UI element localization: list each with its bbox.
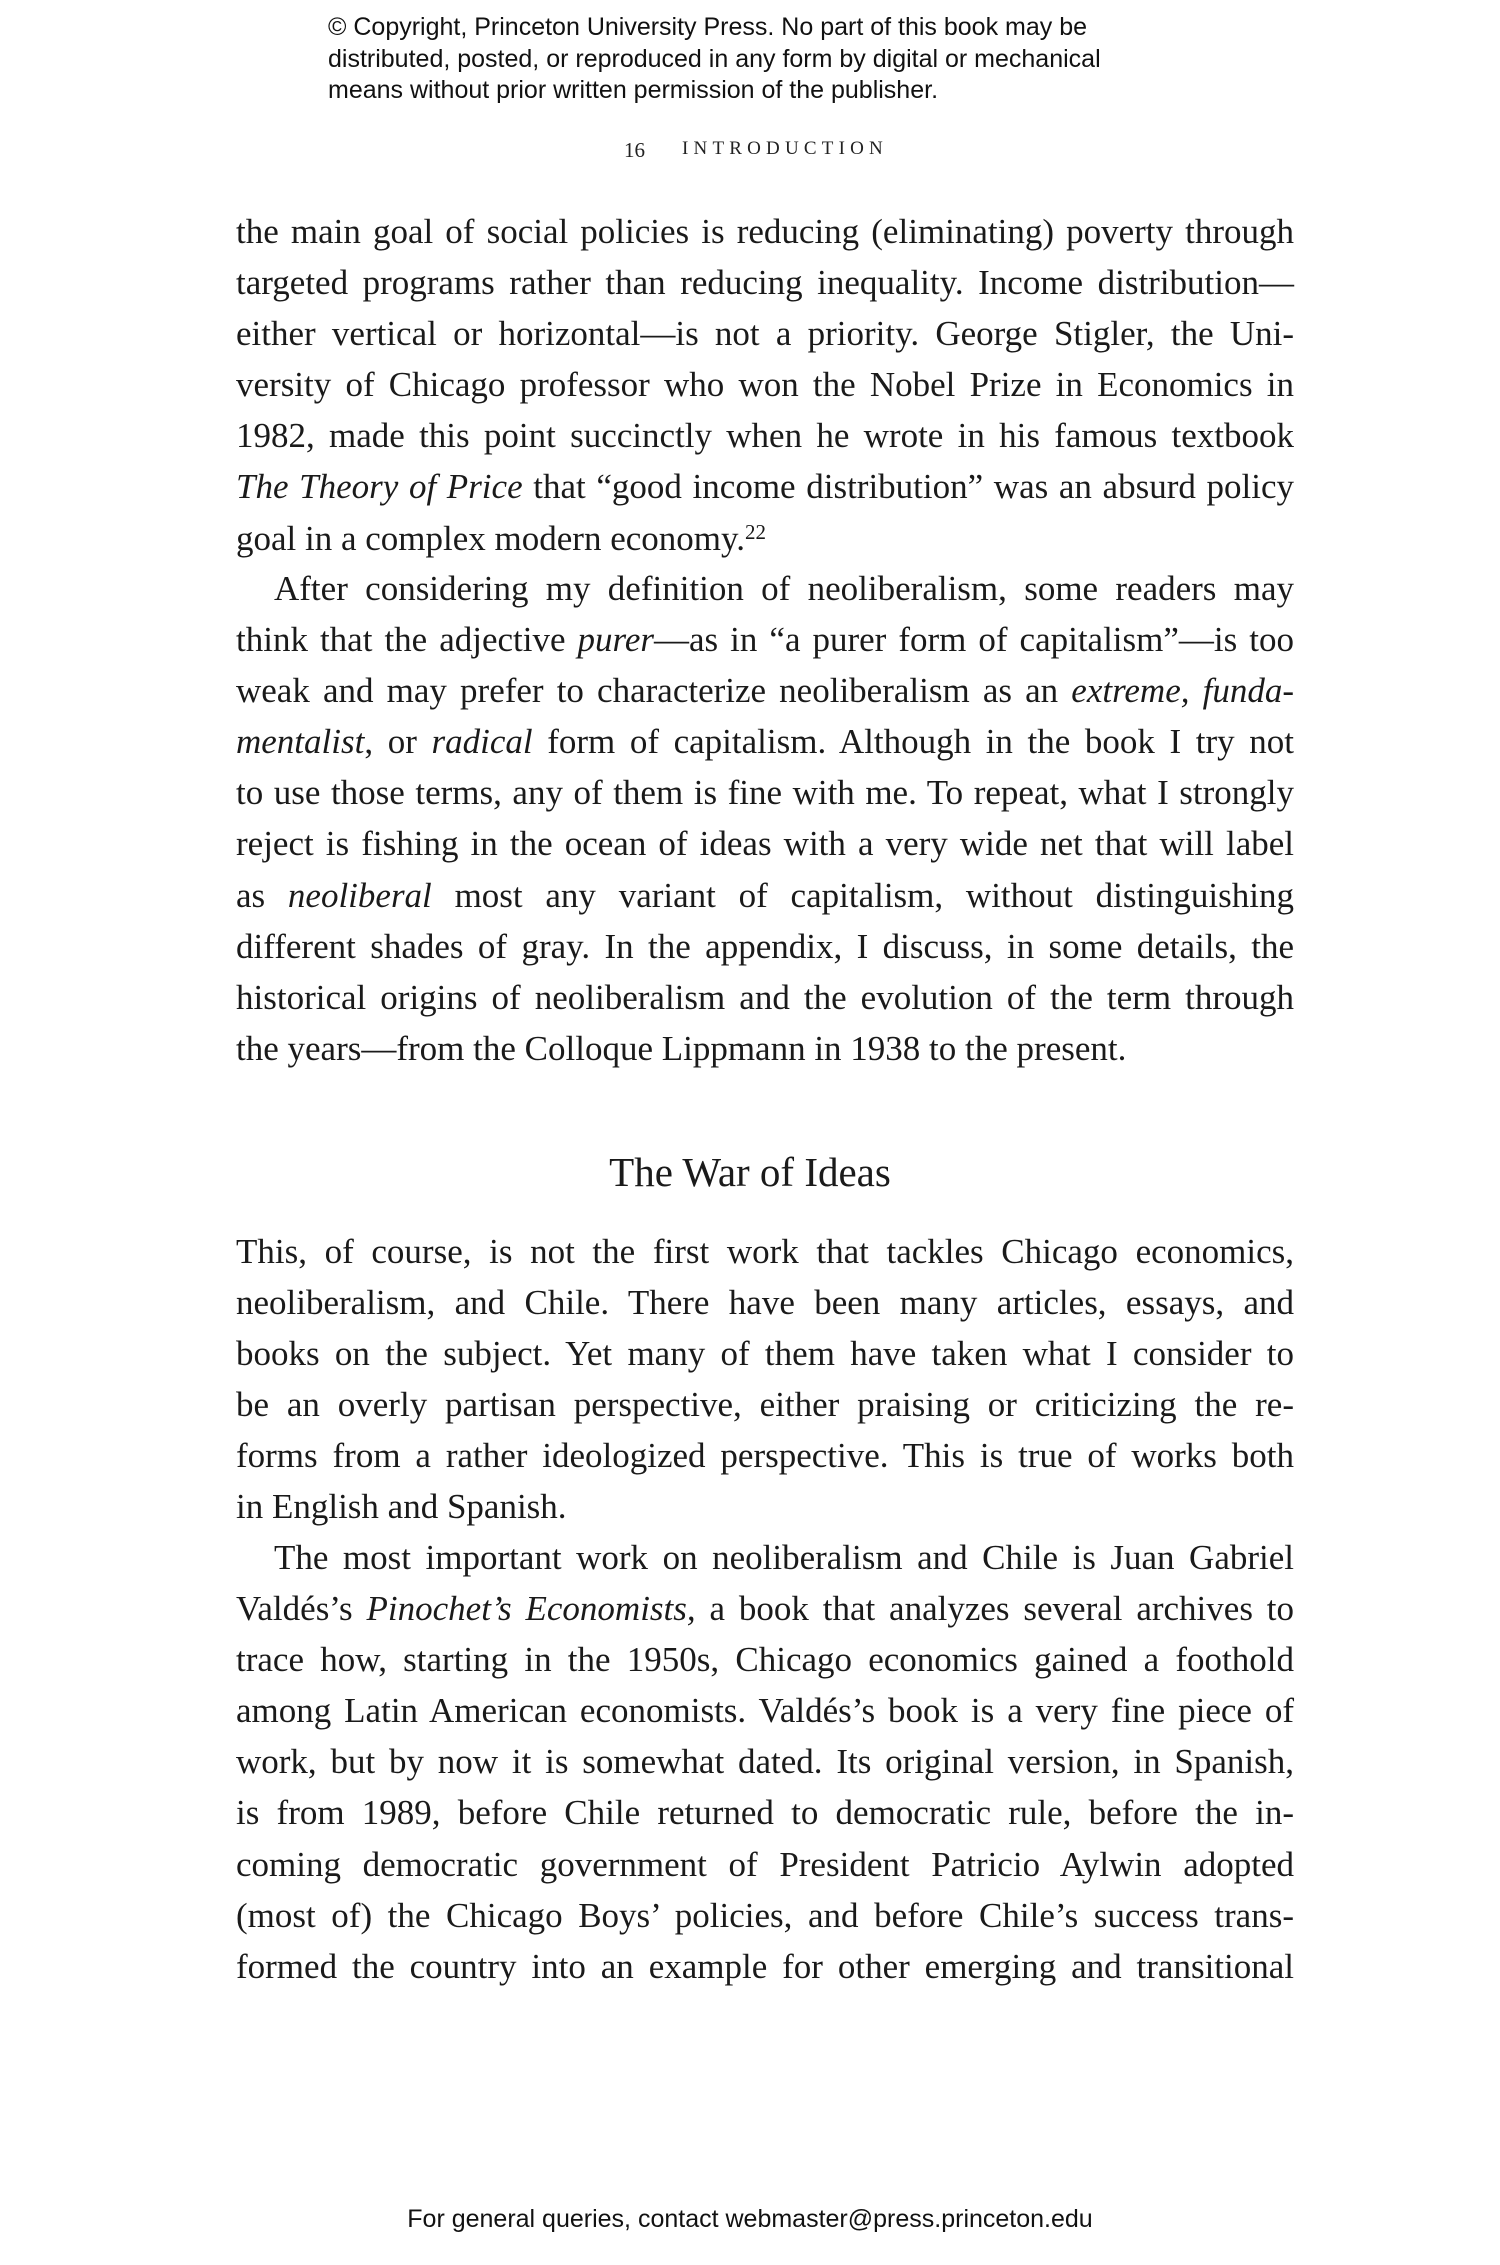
text-line	[236, 1890, 1294, 1941]
text-line	[236, 461, 1294, 512]
section-heading: The War of Ideas	[609, 1149, 891, 1195]
text-run: think that the adjective	[236, 620, 578, 660]
text-line	[236, 1277, 1294, 1328]
text-run: the main goal of social policies is reducing (eliminating) poverty through	[236, 212, 1294, 251]
paragraph	[236, 1226, 1294, 1533]
text-run: most any variant of capitalism, without distinguishing	[431, 875, 1294, 915]
text-run: a book that analyzes several archives to	[695, 1589, 1295, 1629]
text-run: weak and may prefer to characterize neoliberalism as an	[236, 671, 1072, 711]
paragraph	[236, 206, 1294, 564]
text-line	[236, 1634, 1294, 1685]
text-line	[236, 870, 1294, 921]
text-line	[236, 359, 1294, 410]
text-line	[236, 1839, 1294, 1890]
text-run: to use those terms, any of them is fine with me. To repeat, what I strongly	[236, 773, 1294, 813]
text-line	[236, 513, 1294, 564]
text-run: either vertical or horizontal—is not a priority. George Stigler, the Uni-	[236, 314, 1294, 354]
text-run: targeted programs rather than reducing inequality. Income distribution—	[236, 263, 1294, 303]
copyright-line: means without prior written permission of the publisher.	[328, 76, 939, 104]
text-run: After considering my definition of neoliberalism, some readers may	[274, 569, 1294, 608]
copyright-line: © Copyright, Princeton University Press. No part of this book may be	[328, 13, 1088, 41]
text-run: trace how, starting in the 1950s, Chicago economics gained a foothold	[236, 1640, 1294, 1680]
text-line	[236, 818, 1294, 869]
text-run: historical origins of neoliberalism and the evolution of the term through	[236, 977, 1294, 1017]
text-run: , or	[364, 722, 432, 762]
paragraph	[236, 563, 1294, 1074]
text-line	[236, 308, 1294, 359]
italic-text: extreme, funda-	[1071, 671, 1295, 711]
text-run: in English and Spanish.	[236, 1487, 567, 1527]
text-line	[236, 1583, 1294, 1634]
text-run: different shades of gray. In the appendix, I discuss, in some details, the	[236, 926, 1294, 966]
text-line	[236, 563, 1294, 614]
text-line	[236, 716, 1294, 767]
text-line	[236, 921, 1294, 972]
text-run: —as in “a purer form of capitalism”—is too	[654, 620, 1294, 660]
text-run: 1982, made this point succinctly when he wrote in his famous textbook	[236, 416, 1294, 456]
text-run: among Latin American economists. Valdés’s book is a very fine piece of	[236, 1691, 1294, 1731]
copyright-notice	[328, 12, 1228, 107]
text-run: coming democratic government of President Patricio Aylwin adopted	[236, 1844, 1294, 1884]
footnote-marker[interactable]: 22	[744, 519, 766, 544]
text-line	[236, 1328, 1294, 1379]
page-number: 16	[624, 138, 645, 162]
italic-text: Pinochet’s Economists,	[366, 1589, 696, 1629]
italic-text: purer	[577, 620, 655, 660]
text-line	[236, 1532, 1294, 1583]
paragraph	[236, 1532, 1294, 1992]
text-run: versity of Chicago professor who won the Nobel Prize in Economics in	[236, 365, 1294, 405]
running-head-section: INTRODUCTION	[682, 138, 888, 159]
text-line	[236, 665, 1294, 716]
text-run: work, but by now it is somewhat dated. Its original version, in Spanish,	[236, 1742, 1294, 1782]
text-run: Valdés’s	[236, 1589, 367, 1629]
footer-contact: For general queries, contact webmaster@press.princeton.edu	[407, 2205, 1093, 2233]
text-line	[236, 1379, 1294, 1430]
text-run: formed the country into an example for other emerging and transitional	[236, 1946, 1294, 1986]
text-run: This, of course, is not the first work that tackles Chicago economics,	[236, 1232, 1294, 1271]
text-run: that “good income distribution” was an absurd policy	[522, 467, 1294, 507]
italic-text: mentalist	[236, 722, 365, 762]
text-line	[236, 1023, 1294, 1074]
text-run: neoliberalism, and Chile. There have been many articles, essays, and	[236, 1283, 1294, 1323]
text-line	[236, 767, 1294, 818]
text-run: reject is fishing in the ocean of ideas with a very wide net that will label	[236, 824, 1294, 864]
text-run: forms from a rather ideologized perspective. This is true of works both	[236, 1436, 1294, 1476]
italic-text: radical	[431, 722, 533, 762]
text-run: books on the subject. Yet many of them have taken what I consider to	[236, 1334, 1294, 1374]
text-line	[236, 1226, 1294, 1277]
text-line	[236, 614, 1294, 665]
text-line	[236, 1430, 1294, 1481]
text-line	[236, 257, 1294, 308]
text-run: be an overly partisan perspective, either praising or criticizing the re-	[236, 1385, 1294, 1425]
text-run: form of capitalism. Although in the book I try not	[532, 722, 1295, 762]
text-line	[236, 1481, 1294, 1532]
text-line	[236, 206, 1294, 257]
italic-text: The Theory of Price	[236, 467, 523, 507]
text-run: The most important work on neoliberalism and Chile is Juan Gabriel	[274, 1538, 1294, 1577]
text-run: as	[236, 875, 288, 915]
text-line	[236, 410, 1294, 461]
italic-text: neoliberal	[287, 875, 432, 915]
text-run: (most of) the Chicago Boys’ policies, and before Chile’s success trans-	[236, 1895, 1294, 1935]
text-line	[236, 972, 1294, 1023]
text-line	[236, 1787, 1294, 1838]
text-line	[236, 1941, 1294, 1992]
text-run: the years—from the Colloque Lippmann in 1938 to the present.	[236, 1028, 1127, 1068]
text-run: goal in a complex modern economy.	[236, 518, 745, 558]
text-line	[236, 1685, 1294, 1736]
copyright-line: distributed, posted, or reproduced in any form by digital or mechanical	[328, 44, 1101, 73]
text-run: is from 1989, before Chile returned to democratic rule, before the in-	[236, 1793, 1294, 1833]
text-line	[236, 1736, 1294, 1787]
